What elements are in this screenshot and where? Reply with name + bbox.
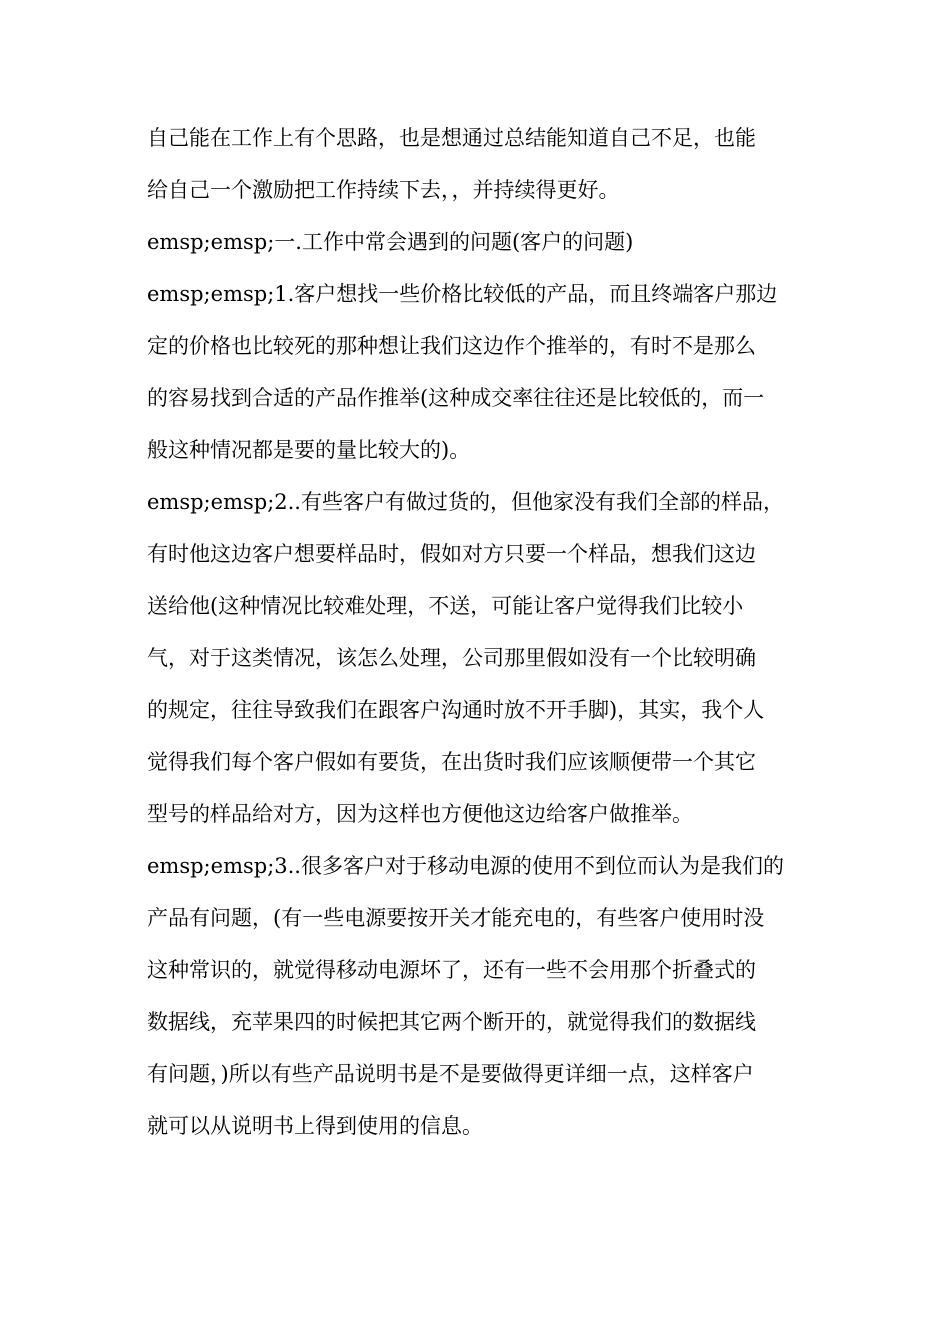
text-line-1: 自己能在工作上有个思路，也是想通过总结能知道自己不足，也能 [147,126,756,150]
text-line-14: 型号的样品给对方，因为这样也方便他这边给客户做推举。 [147,802,693,826]
text-line-8: emsp;emsp;2..有些客户有做过货的，但他家没有我们全部的样品， [147,490,784,514]
text-line-17: 这种常识的，就觉得移动电源坏了，还有一些不会用那个折叠式的 [147,958,756,982]
text-line-2: 给自己一个激励把工作持续下去，，并持续得更好。 [147,178,620,202]
body-text [147,112,807,1152]
text-line-19: 有问题，)所以有些产品说明书是不是要做得更详细一点，这样客户 [147,1062,754,1086]
text-line-18: 数据线，充苹果四的时候把其它两个断开的，就觉得我们的数据线 [147,1010,756,1034]
text-line-9: 有时他这边客户想要样品时，假如对方只要一个样品，想我们这边 [147,542,756,566]
text-line-5: 定的价格也比较死的那种想让我们这边作个推举的，有时不是那么 [147,334,756,358]
text-line-15: emsp;emsp;3..很多客户对于移动电源的使用不到位而认为是我们的 [147,854,784,878]
text-line-16: 产品有问题，(有一些电源要按开关才能充电的，有些客户使用时没 [147,906,765,930]
text-line-20: 就可以从说明书上得到使用的信息。 [147,1114,483,1138]
text-line-13: 觉得我们每个客户假如有要货，在出货时我们应该顺便带一个其它 [147,750,756,774]
text-line-7: 般这种情况都是要的量比较大的)。 [147,438,471,462]
text-line-10: 送给他(这种情况比较难处理，不送，可能让客户觉得我们比较小 [147,594,744,618]
text-line-3: emsp;emsp;一.工作中常会遇到的问题(客户的问题) [147,230,634,254]
text-line-12: 的规定，往往导致我们在跟客户沟通时放不开手脚)，其实，我个人 [147,698,765,722]
text-line-6: 的容易找到合适的产品作推举(这种成交率往往还是比较低的，而一 [147,386,765,410]
text-line-11: 气，对于这类情况，该怎么处理，公司那里假如没有一个比较明确 [147,646,756,670]
text-line-4: emsp;emsp;1.客户想找一些价格比较低的产品，而且终端客户那边 [147,282,778,306]
